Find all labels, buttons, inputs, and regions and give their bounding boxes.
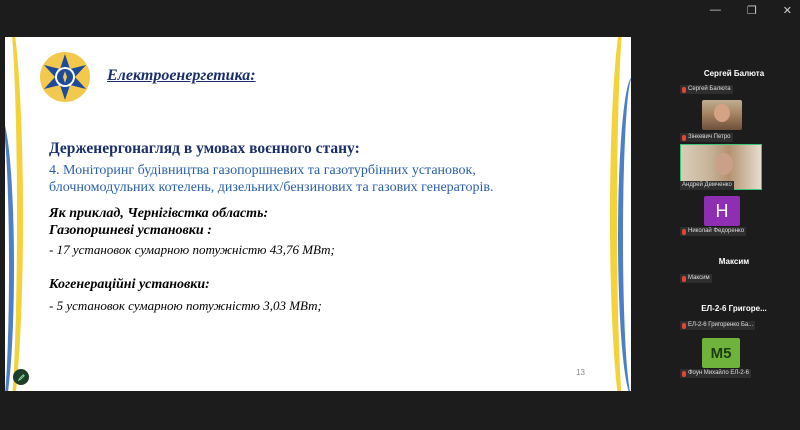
- participant-caption-text: Максим: [688, 275, 710, 281]
- window-controls: [710, 4, 792, 17]
- cogeneration-item: - 5 установок сумарною потужністю 3,03 МВт;: [49, 298, 322, 313]
- participant-caption-text: Сергей Балюта: [688, 86, 731, 92]
- mic-muted-icon: [682, 371, 686, 377]
- participant-caption: [680, 85, 733, 94]
- participant-caption: [680, 321, 755, 330]
- section-heading: Держенергонагляд в умовах воєнного стану:: [49, 140, 360, 157]
- participant-name-heading: Сергей Балюта: [703, 69, 765, 78]
- participant-logo-text: M5: [710, 344, 732, 362]
- mic-muted-icon: [682, 229, 686, 235]
- participant-face: [714, 104, 730, 122]
- participant-caption-text: ЕЛ-2-6 Григоренко Ба...: [688, 322, 754, 328]
- participant-caption: [680, 133, 733, 142]
- participant-caption-text: Андрей Демченко: [682, 182, 732, 188]
- participant-video-tile[interactable]: [702, 100, 742, 130]
- mic-muted-icon: [682, 87, 686, 93]
- participant-caption: [680, 227, 746, 236]
- example-heading: Як приклад, Чернігівстка область:: [49, 206, 269, 221]
- cogeneration-heading: Когенераційні установки:: [49, 277, 210, 292]
- participant-caption-text: Зінкевич Петро: [688, 134, 731, 140]
- mic-muted-icon: [682, 323, 686, 329]
- monitoring-paragraph: 4. Моніторинг будівництва газопоршневих та газотурбінних установок, блочномодульних котелень, дизельних/бензинових та газових генераторів.: [49, 163, 494, 195]
- participant-caption-text: Фоун Михайло ЕЛ-2-6: [688, 370, 749, 376]
- presentation-slide: [5, 37, 631, 391]
- participant-name-heading: ЕЛ-2-6 Григоре...: [701, 304, 767, 313]
- participant-caption: [680, 181, 734, 190]
- annotate-button[interactable]: [13, 369, 29, 385]
- slide-page-number: 13: [576, 368, 585, 377]
- pencil-icon: [17, 373, 26, 382]
- gas-piston-heading: Газопоршневі установки :: [49, 223, 212, 238]
- participant-initial: H: [715, 200, 729, 221]
- restore-button[interactable]: ❐: [746, 5, 757, 17]
- close-button[interactable]: ✕: [782, 5, 792, 17]
- participant-caption-text: Николай Федоренко: [688, 228, 745, 234]
- slide-title: Електроенергетика:: [107, 67, 256, 84]
- gas-piston-item: - 17 установок сумарною потужністю 43,76 МВт;: [49, 242, 335, 257]
- mic-muted-icon: [682, 276, 686, 282]
- participant-name-heading: Максим: [718, 257, 750, 266]
- mic-muted-icon: [682, 135, 686, 141]
- participant-face: [715, 153, 733, 175]
- participant-avatar-tile[interactable]: [704, 196, 740, 226]
- emblem-logo: [39, 51, 91, 103]
- participant-caption: [680, 369, 751, 378]
- participant-caption: [680, 274, 712, 283]
- minimize-button[interactable]: —: [709, 4, 721, 16]
- participant-logo-tile[interactable]: [702, 338, 740, 368]
